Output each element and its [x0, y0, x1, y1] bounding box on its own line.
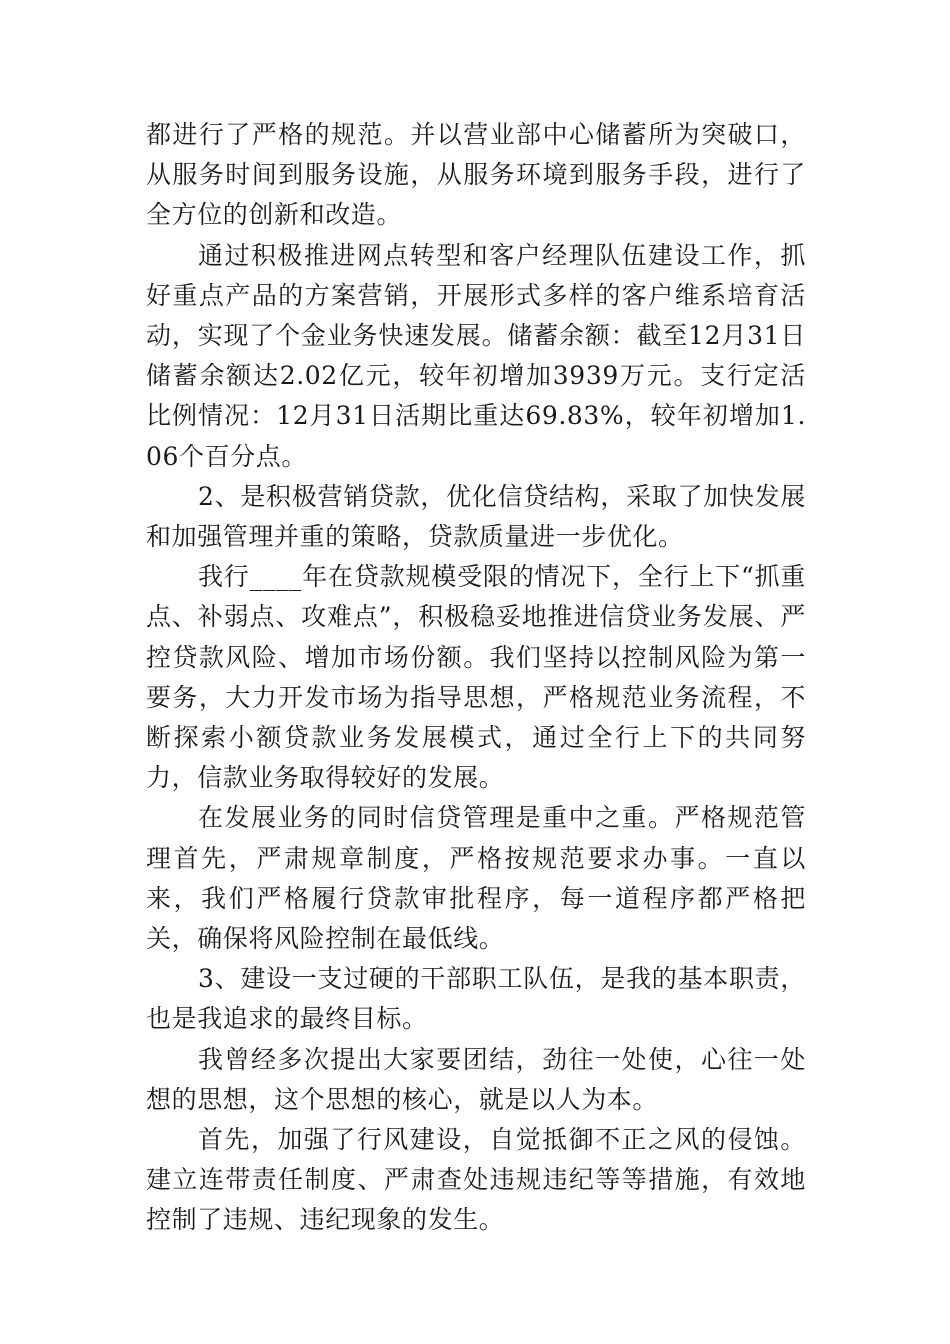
paragraph: 在发展业务的同时信贷管理是重中之重。严格规范管理首先，严肃规章制度，严格按规范要求办事。一直以来，我们严格履行贷款审批程序，每一道程序都严格把关，确保将风险控制在最低线。	[146, 803, 806, 954]
paragraph: 我行____年在贷款规模受限的情况下，全行上下“抓重点、补弱点、攻难点”，积极稳妥地推进信贷业务发展、严控贷款风险、增加市场份额。我们坚持以控制风险为第一要务，大力开发市场为指导思想，严格规范业务流程，不断探索小额贷款业务发展模式，通过全行上下的共同努力，信款业务取得较好的发展。	[146, 562, 806, 793]
document-body	[146, 115, 806, 1241]
paragraph: 首先，加强了行风建设，自觉抵御不正之风的侵蚀。建立连带责任制度、严肃查处违规违纪等等措施，有效地控制了违规、违纪现象的发生。	[146, 1125, 806, 1235]
paragraph: 我曾经多次提出大家要团结，劲往一处使，心往一处想的思想，这个思想的核心，就是以人为本。	[146, 1044, 806, 1114]
paragraph: 通过积极推进网点转型和客户经理队伍建设工作，抓好重点产品的方案营销，开展形式多样的客户维系培育活动，实现了个金业务快速发展。储蓄余额：截至12月31日储蓄余额达2.02亿元，较年初增加3939万元。支行定活比例情况：12月31日活期比重达69.83%，较年初增加1.06个百分点。	[146, 240, 806, 471]
paragraph: 3、建设一支过硬的干部职工队伍，是我的基本职责，也是我追求的最终目标。	[146, 964, 806, 1034]
paragraph: 都进行了严格的规范。并以营业部中心储蓄所为突破口，从服务时间到服务设施，从服务环境到服务手段，进行了全方位的创新和改造。	[146, 120, 806, 230]
paragraph: 2、是积极营销贷款，优化信贷结构，采取了加快发展和加强管理并重的策略，贷款质量进一步优化。	[146, 481, 806, 552]
